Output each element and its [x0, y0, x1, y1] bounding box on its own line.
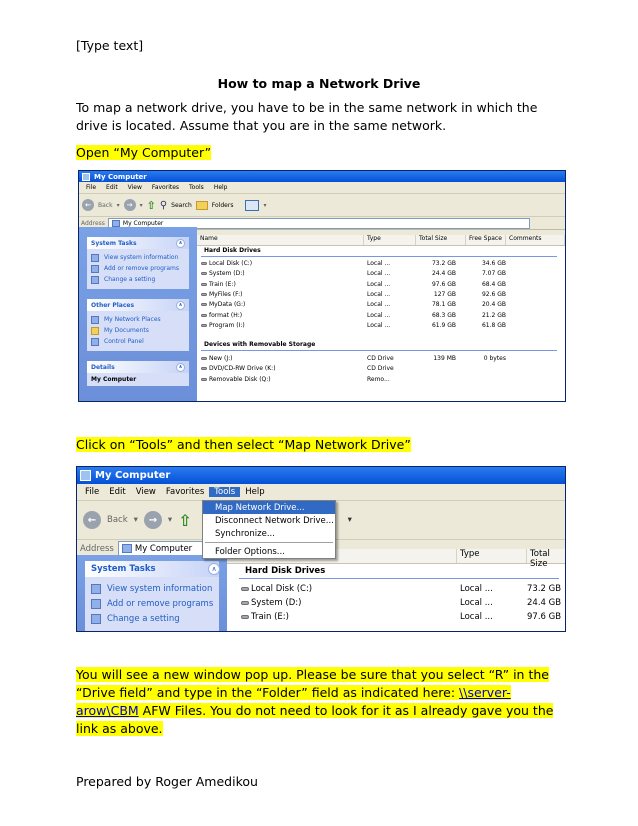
system-tasks-title: System Tasks	[91, 239, 137, 247]
drive-total: 24.4 GB	[431, 270, 456, 278]
step-3-text	[76, 666, 566, 738]
computer-icon	[82, 173, 90, 181]
views-icon[interactable]	[245, 200, 259, 211]
settings-icon	[91, 276, 99, 284]
removable-storage-heading: Devices with Removable Storage	[204, 341, 316, 348]
menu-help[interactable]: Help	[245, 487, 265, 497]
task-pane	[79, 227, 197, 401]
step-1-highlight: Open “My Computer”	[76, 145, 212, 160]
drive-name-label: System (D:)	[251, 598, 302, 608]
server-path-link[interactable]: \\server-arow\CBM	[76, 685, 511, 718]
map-network-drive-item[interactable]: Map Network Drive...	[203, 501, 335, 514]
intro-paragraph: To map a network drive, you have to be in the same network in which the drive is located. Assume that you are in the same network.	[76, 100, 538, 133]
drive-name-label: Program (I:)	[209, 321, 245, 329]
drive-type: Remo...	[367, 375, 390, 383]
drive-total	[416, 364, 456, 374]
drive-total: 73.2 GB	[527, 584, 562, 594]
drive-row[interactable]	[197, 259, 565, 269]
system-tasks-panel	[85, 561, 219, 632]
drive-free	[456, 375, 506, 385]
search-button[interactable]: Search	[171, 201, 192, 209]
menu-tools[interactable]: Tools	[189, 184, 204, 191]
drive-row[interactable]	[197, 321, 565, 331]
drive-icon	[201, 324, 207, 327]
link-label: Change a setting	[104, 276, 156, 283]
drive-name	[197, 321, 364, 331]
details-header[interactable]	[87, 361, 189, 373]
hard-disk-drives-heading: Hard Disk Drives	[245, 566, 326, 576]
title-bar	[79, 171, 565, 182]
back-arrow-icon[interactable]: ←	[83, 511, 101, 529]
dropdown-arrow-icon[interactable]: ▾	[116, 201, 120, 209]
drive-name-label: MyData (G:)	[209, 301, 246, 309]
drive-type: Local ...	[460, 612, 493, 622]
disconnect-network-drive-item[interactable]: Disconnect Network Drive...	[215, 515, 334, 526]
drive-name	[197, 375, 364, 385]
drive-icon	[201, 357, 207, 360]
drive-name-label: DVD/CD-RW Drive (K:)	[209, 365, 276, 373]
system-tasks-header[interactable]	[85, 561, 219, 577]
drive-row[interactable]	[197, 375, 565, 385]
step-3-text-part-2: AFW Files. You do not need to look for it as I already gave you the link as above.	[76, 703, 554, 736]
collapse-chevron-icon[interactable]: ∧	[176, 239, 185, 248]
other-places-title: Other Places	[91, 301, 135, 309]
drive-total: 73.2 GB	[431, 260, 456, 267]
drive-name	[197, 354, 364, 364]
programs-icon	[91, 265, 99, 273]
drive-icon	[201, 293, 207, 296]
drive-type: CD Drive	[367, 365, 394, 373]
drive-row[interactable]	[197, 364, 565, 374]
other-places-panel	[87, 299, 189, 351]
folders-icon[interactable]	[196, 201, 208, 210]
drive-name-label: Train (E:)	[209, 280, 236, 288]
file-list	[227, 549, 565, 631]
step-3-text-part-1: You will see a new window pop up. Please be sure that you select “R” in the “Drive field” and type in the “Folder” field as indicated here:	[76, 667, 549, 700]
drive-row[interactable]	[197, 280, 565, 290]
task-pane	[77, 555, 227, 631]
page-footer: Prepared by Roger Amedikou	[76, 774, 258, 789]
drive-free: 92.6 GB	[481, 290, 506, 298]
address-field[interactable]	[118, 541, 210, 556]
drive-total: 97.6 GB	[431, 280, 456, 288]
drive-icon	[201, 272, 207, 275]
system-info-icon	[91, 584, 101, 594]
up-folder-icon[interactable]: ⇧	[178, 510, 192, 530]
drive-name	[197, 290, 364, 300]
drive-name-label: Local Disk (C:)	[209, 260, 253, 267]
forward-arrow-icon[interactable]: →	[124, 199, 136, 211]
menu-tools[interactable]: Tools	[209, 487, 240, 497]
drive-type: Local ...	[460, 598, 493, 608]
drive-type: Local ...	[367, 270, 391, 278]
collapse-chevron-icon[interactable]: ∧	[208, 563, 220, 575]
drive-free: 7.07 GB	[481, 270, 506, 278]
drive-total: 68.3 GB	[431, 311, 456, 319]
drive-name-label: format (H:)	[209, 311, 243, 319]
address-label: Address	[80, 543, 114, 554]
network-icon	[91, 316, 99, 324]
search-icon[interactable]: ⚲	[159, 199, 168, 211]
drive-row[interactable]	[227, 596, 565, 610]
column-free-space[interactable]: Free Space	[466, 235, 506, 245]
drive-free: 21.2 GB	[481, 311, 506, 319]
drive-type: Local ...	[367, 311, 391, 319]
group-divider	[201, 256, 557, 257]
control-panel-icon	[91, 338, 99, 346]
menu-view[interactable]: View	[127, 184, 142, 191]
computer-icon	[112, 220, 120, 227]
menu-view[interactable]: View	[135, 487, 156, 497]
drive-name	[227, 610, 457, 624]
drive-free: 20.4 GB	[481, 301, 506, 309]
up-folder-icon[interactable]: ⇧	[146, 198, 156, 212]
drive-type: Local ...	[460, 584, 493, 594]
drive-total: 78.1 GB	[431, 301, 456, 309]
drive-icon	[241, 615, 249, 619]
menu-bar	[77, 484, 565, 501]
details-panel	[87, 361, 189, 386]
add-remove-programs-link[interactable]	[91, 596, 219, 611]
menu-favorites[interactable]: Favorites	[165, 487, 205, 497]
link-label: My Network Places	[104, 316, 161, 323]
column-type[interactable]: Type	[364, 235, 416, 245]
details-subtitle: My Computer	[91, 376, 137, 383]
column-total-size[interactable]: Total Size	[416, 235, 466, 245]
drive-row[interactable]	[197, 290, 565, 300]
drive-name-label: System (D:)	[209, 270, 245, 278]
drive-row[interactable]	[197, 311, 565, 321]
link-label: My Documents	[104, 327, 149, 334]
menu-favorites[interactable]: Favorites	[151, 184, 180, 191]
drive-type: Local ...	[367, 290, 391, 298]
folders-button[interactable]: Folders	[211, 201, 234, 209]
other-places-header[interactable]	[87, 299, 189, 311]
my-network-places-link[interactable]	[91, 314, 189, 325]
folder-icon	[91, 327, 99, 335]
drive-total: 24.4 GB	[527, 598, 562, 608]
drive-total: 139 MB	[433, 355, 456, 362]
drive-total: 97.6 GB	[527, 612, 562, 622]
page-header: [Type text]	[76, 38, 144, 53]
drive-icon	[241, 587, 249, 591]
system-tasks-header[interactable]	[87, 237, 189, 249]
view-system-info-link[interactable]	[91, 252, 189, 263]
address-label: Address	[81, 219, 105, 227]
column-comments[interactable]: Comments	[506, 235, 565, 245]
drive-icon	[201, 303, 207, 306]
document-title: How to map a Network Drive	[217, 76, 421, 91]
views-dropdown-icon[interactable]: ▾	[347, 515, 352, 525]
my-computer-window-2	[76, 466, 566, 632]
drive-total	[416, 375, 456, 385]
menu-bar	[79, 182, 565, 194]
drive-total: 127 GB	[433, 290, 456, 298]
drive-name	[197, 300, 364, 310]
link-label: Control Panel	[104, 338, 144, 345]
drive-icon	[241, 601, 249, 605]
system-info-icon	[91, 254, 99, 262]
link-label: Change a setting	[107, 613, 180, 624]
link-label: View system information	[104, 254, 179, 261]
address-value: My Computer	[134, 543, 193, 554]
drive-free: 0 bytes	[483, 355, 506, 362]
drive-type: Local ...	[367, 301, 391, 309]
settings-icon	[91, 614, 101, 624]
drive-name	[197, 259, 364, 269]
group-divider	[239, 578, 559, 579]
change-setting-link[interactable]	[91, 611, 219, 626]
dropdown-arrow-icon[interactable]: ▾	[263, 201, 267, 209]
step-3-highlight	[76, 667, 553, 736]
drive-type: CD Drive	[367, 355, 394, 362]
add-remove-programs-link[interactable]	[91, 263, 189, 274]
drive-name	[197, 364, 364, 374]
menu-separator	[205, 542, 333, 543]
drive-icon	[201, 262, 207, 265]
drive-name-label: MyFiles (F:)	[209, 290, 243, 298]
menu-edit[interactable]: Edit	[106, 184, 118, 191]
drive-name	[227, 596, 457, 610]
forward-arrow-icon[interactable]: →	[144, 511, 162, 529]
column-type[interactable]: Type	[457, 549, 527, 563]
menu-edit[interactable]: Edit	[109, 487, 126, 497]
folder-options-item[interactable]: Folder Options...	[215, 546, 285, 557]
my-computer-window-1	[78, 170, 566, 402]
system-tasks-title: System Tasks	[91, 564, 156, 574]
menu-file[interactable]: File	[86, 184, 97, 191]
tools-dropdown-menu	[202, 500, 336, 559]
change-setting-link[interactable]	[91, 274, 189, 285]
system-tasks-panel	[87, 237, 189, 289]
drive-name-label: Removable Disk (Q:)	[209, 375, 271, 383]
link-label: Add or remove programs	[104, 265, 179, 272]
title-bar	[77, 467, 565, 484]
drive-free: 68.4 GB	[481, 280, 506, 288]
step-1-text	[76, 144, 566, 162]
column-headers	[197, 235, 565, 246]
my-documents-link[interactable]	[91, 325, 189, 336]
drive-icon	[201, 378, 207, 381]
drive-name-label: New (J:)	[209, 355, 233, 362]
details-title: Details	[91, 363, 115, 371]
drive-type: Local ...	[367, 280, 391, 288]
column-total-size[interactable]: Total Size	[530, 549, 550, 569]
drive-row[interactable]	[197, 269, 565, 279]
computer-icon	[122, 544, 132, 553]
menu-help[interactable]: Help	[213, 184, 228, 191]
programs-icon	[91, 599, 101, 609]
view-system-info-link[interactable]	[91, 581, 219, 596]
dropdown-arrow-icon[interactable]: ▾	[167, 515, 173, 525]
address-value: My Computer	[122, 219, 164, 227]
link-label: Add or remove programs	[107, 598, 214, 609]
drive-row[interactable]	[227, 610, 565, 624]
drive-row[interactable]	[227, 582, 565, 596]
back-button-label[interactable]: Back	[107, 515, 128, 525]
collapse-chevron-icon[interactable]: ∧	[176, 363, 185, 372]
drive-free: 61.8 GB	[481, 321, 506, 329]
menu-file[interactable]: File	[85, 487, 100, 497]
link-label: View system information	[107, 583, 213, 594]
step-2-highlight: Click on “Tools” and then select “Map Network Drive”	[76, 437, 411, 452]
toolbar	[79, 194, 565, 217]
drive-name-label: Local Disk (C:)	[251, 584, 313, 594]
computer-icon	[80, 470, 91, 481]
step-2-text	[76, 436, 566, 454]
drive-name-label: Train (E:)	[251, 612, 289, 622]
drive-icon	[201, 314, 207, 317]
drive-icon	[201, 283, 207, 286]
drive-total: 61.9 GB	[431, 321, 456, 329]
back-button-label[interactable]: Back	[98, 201, 113, 209]
synchronize-item[interactable]: Synchronize...	[215, 528, 275, 539]
drive-icon	[201, 367, 207, 370]
drive-name	[197, 269, 364, 279]
hard-disk-drives-heading: Hard Disk Drives	[204, 247, 261, 254]
drive-type: Local ...	[367, 260, 391, 267]
back-arrow-icon[interactable]: ←	[82, 199, 94, 211]
dropdown-arrow-icon[interactable]: ▾	[133, 515, 138, 525]
window-title: My Computer	[94, 172, 147, 181]
drive-row[interactable]	[197, 300, 565, 310]
column-name[interactable]: Name	[197, 235, 364, 245]
control-panel-link[interactable]	[91, 336, 189, 347]
dropdown-arrow-icon[interactable]: ▾	[139, 201, 143, 209]
drive-name	[227, 582, 457, 596]
drive-free	[456, 364, 506, 374]
group-divider	[201, 350, 557, 351]
drive-type: Local ...	[367, 321, 391, 329]
collapse-chevron-icon[interactable]: ∧	[176, 301, 185, 310]
window-title: My Computer	[95, 470, 171, 481]
drive-name	[197, 311, 364, 321]
drive-name	[197, 280, 364, 290]
drive-free: 34.6 GB	[481, 260, 506, 267]
file-list	[197, 235, 565, 401]
drive-row[interactable]	[197, 354, 565, 364]
